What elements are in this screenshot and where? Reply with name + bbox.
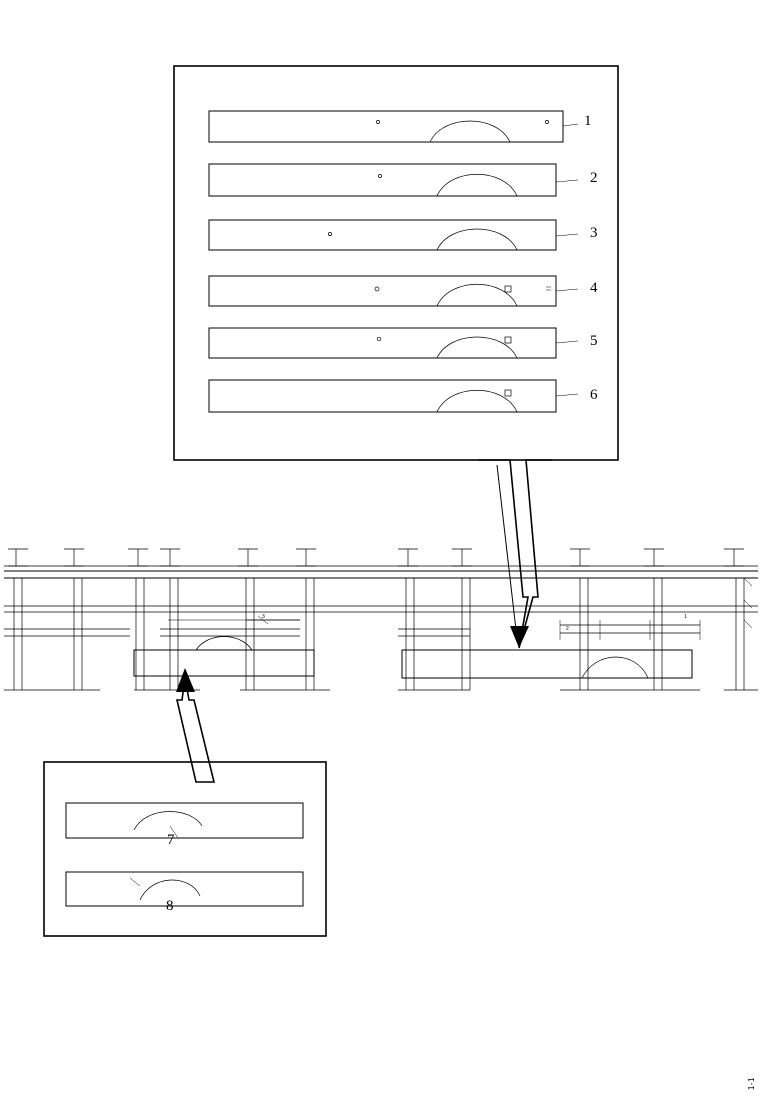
callout-label-5: 5 — [590, 333, 598, 349]
sheet-code-label: 1-1 — [747, 1076, 756, 1090]
leader-arrow-top — [478, 460, 552, 648]
plank-detail-6 — [209, 380, 578, 412]
top-panel-frame — [174, 66, 618, 460]
plank-detail-8 — [66, 872, 303, 906]
elevation-dim-3: 3 — [262, 614, 265, 620]
elevation-dim-2: 2 — [566, 626, 569, 632]
plank-detail-7 — [66, 803, 303, 838]
framing-elevation-graphic — [4, 549, 758, 690]
callout-label-7: 7 — [167, 832, 175, 848]
callout-label-2: 2 — [590, 170, 598, 186]
bottom-panel-frame — [44, 762, 326, 936]
plank-detail-2 — [209, 164, 578, 196]
callout-label-3: 3 — [590, 225, 598, 241]
beam-right — [402, 650, 692, 678]
plank-detail-3 — [209, 220, 578, 250]
plank-detail-4 — [209, 276, 578, 306]
elevation-dim-1: 1 — [684, 614, 687, 620]
callout-label-8: 8 — [166, 898, 174, 914]
beam-left — [134, 637, 314, 677]
callout-label-4: 4 — [590, 280, 598, 296]
plank-detail-5 — [209, 328, 578, 358]
callout-label-6: 6 — [590, 387, 598, 403]
leader-arrow-bottom — [176, 668, 214, 782]
plank-detail-1 — [209, 111, 578, 142]
callout-label-1: 1 — [584, 113, 592, 129]
